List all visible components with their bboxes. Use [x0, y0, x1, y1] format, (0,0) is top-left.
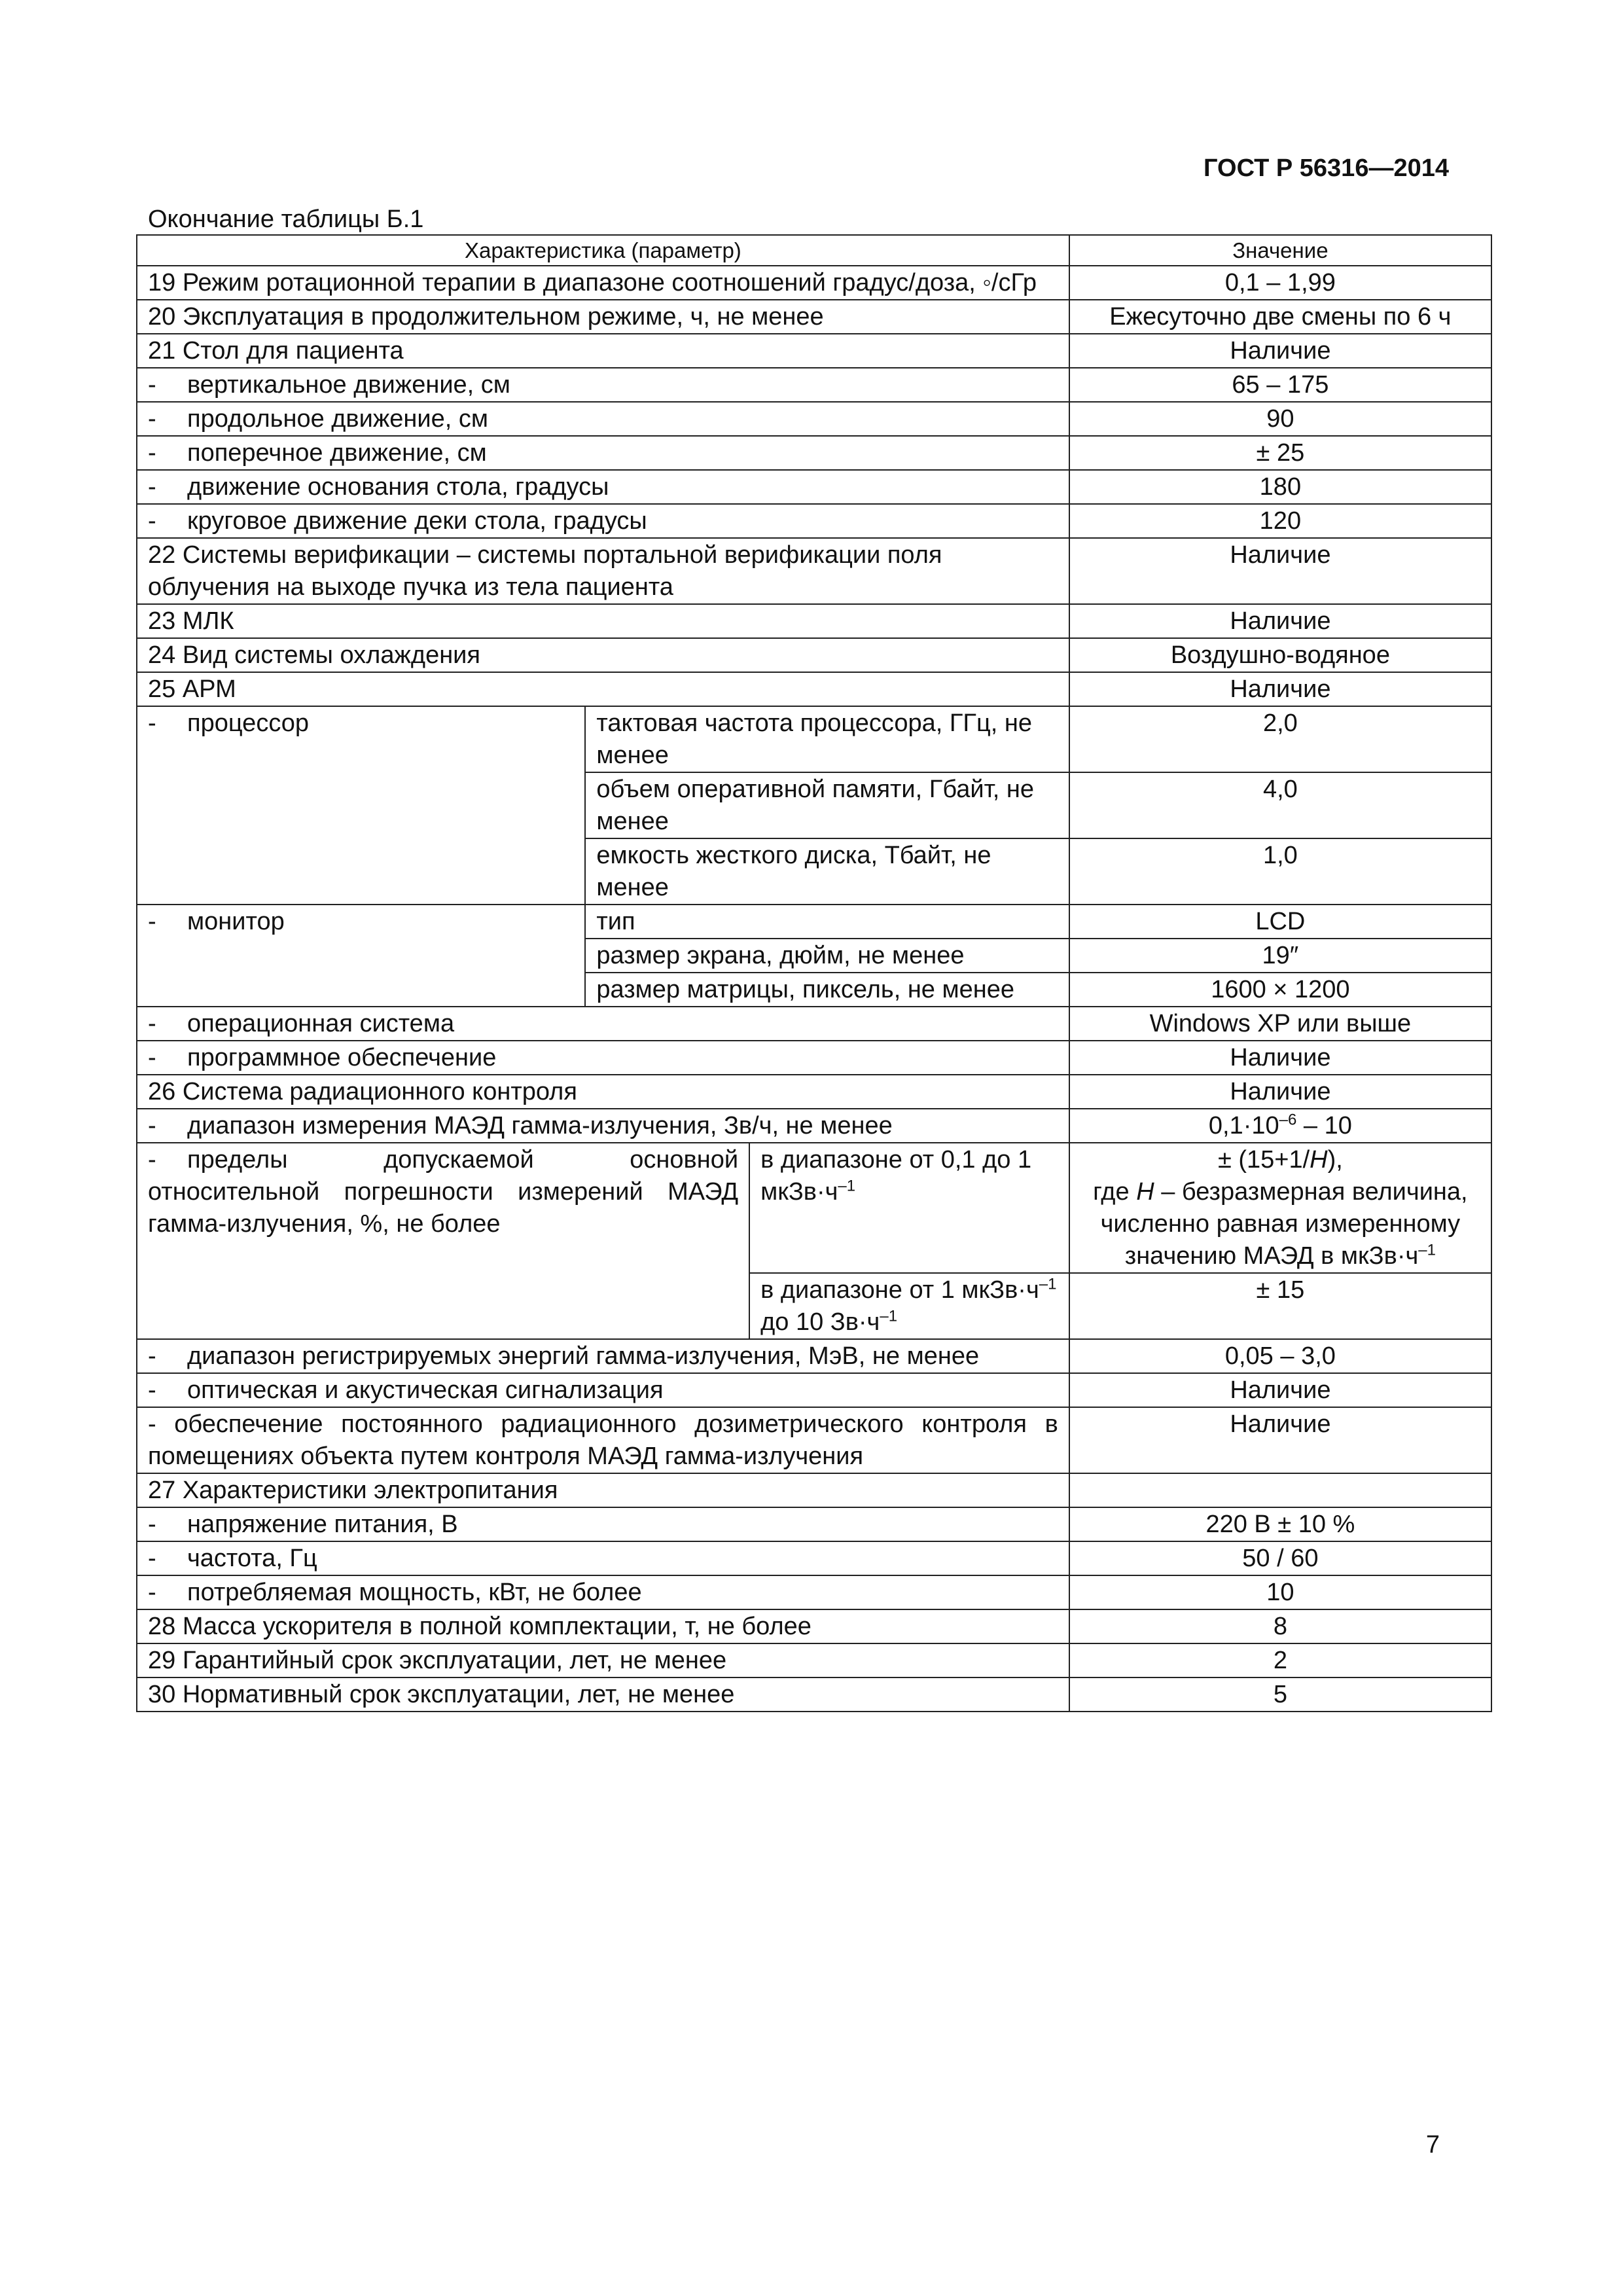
row-value: 120	[1069, 504, 1491, 538]
table-row	[137, 638, 1491, 672]
table-row	[137, 402, 1491, 436]
table-row	[137, 1575, 1491, 1609]
row-value: Наличие	[1069, 334, 1491, 368]
list-dash: -	[148, 439, 156, 467]
row-value: Наличие	[1069, 1407, 1491, 1473]
table-row	[137, 1007, 1491, 1041]
row-label-text: монитор	[187, 908, 285, 935]
row-label: 27 Характеристики электропитания	[137, 1473, 1069, 1507]
table-row	[137, 604, 1491, 638]
list-dash: -	[148, 1044, 156, 1071]
row-label: 21 Стол для пациента	[137, 334, 1069, 368]
row-value: Наличие	[1069, 604, 1491, 638]
row-label: 20 Эксплуатация в продолжительном режиме, ч, не менее	[137, 300, 1069, 334]
row-label	[137, 1109, 1069, 1143]
sub-parameter: емкость жесткого диска, Тбайт, не менее	[585, 838, 1069, 905]
table-row	[137, 672, 1491, 706]
row-value: 220 В ± 10 %	[1069, 1507, 1491, 1541]
row-label	[137, 1007, 1069, 1041]
row-value: Наличие	[1069, 538, 1491, 604]
table-row	[137, 1041, 1491, 1075]
row-label: 26 Система радиационного контроля	[137, 1075, 1069, 1109]
row-value: 10	[1069, 1575, 1491, 1609]
row-label-text: частота, Гц	[187, 1545, 317, 1572]
table-header-row	[137, 235, 1491, 266]
list-dash: -	[148, 507, 156, 535]
row-label-text: пределы допускаемой основной относительной погрешности измерений МАЭД гамма-излучения, %, не более	[148, 1146, 739, 1238]
row-label-text: процессор	[187, 709, 310, 737]
table-row	[137, 706, 1491, 772]
row-label-text: продольное движение, см	[187, 405, 488, 433]
column-header-parameter: Характеристика (параметр)	[137, 235, 1069, 266]
spec-table	[136, 234, 1492, 1712]
group-label-processor	[137, 706, 585, 905]
row-label	[137, 1339, 1069, 1373]
table-row	[137, 1407, 1491, 1473]
list-dash: -	[148, 1511, 156, 1538]
row-label: 28 Масса ускорителя в полной комплектации, т, не более	[137, 1609, 1069, 1643]
row-value: 2,0	[1069, 706, 1491, 772]
row-label-text: диапазон измерения МАЭД гамма-излучения, Зв/ч, не менее	[187, 1112, 893, 1139]
table-row	[137, 1339, 1491, 1373]
document-code: ГОСТ Р 56316—2014	[1204, 154, 1449, 182]
row-value: ± 25	[1069, 436, 1491, 470]
list-dash: -	[148, 908, 156, 935]
row-label	[137, 436, 1069, 470]
row-value: Windows XP или выше	[1069, 1007, 1491, 1041]
row-label-text: программное обеспечение	[187, 1044, 497, 1071]
table-row	[137, 538, 1491, 604]
group-label-monitor	[137, 905, 585, 1007]
table-row	[137, 266, 1491, 300]
list-dash: -	[148, 709, 156, 737]
table-row	[137, 1677, 1491, 1712]
table-row	[137, 1541, 1491, 1575]
row-label: 24 Вид системы охлаждения	[137, 638, 1069, 672]
row-value: Наличие	[1069, 1075, 1491, 1109]
list-dash: -	[148, 1545, 156, 1572]
sub-parameter: в диапазоне от 0,1 до 1 $мкЗв\cdot ч^{-1}$	[749, 1143, 1069, 1273]
table-row	[137, 470, 1491, 504]
row-label: 23 МЛК	[137, 604, 1069, 638]
row-label: 30 Нормативный срок эксплуатации, лет, не менее	[137, 1677, 1069, 1712]
table-row	[137, 368, 1491, 402]
row-label: 19 Режим ротационной терапии в диапазоне соотношений градус/доза, ◦/сГр	[137, 266, 1069, 300]
row-label-text: операционная система	[187, 1010, 455, 1037]
table-row	[137, 1143, 1491, 1273]
table-row	[137, 1075, 1491, 1109]
row-label: 25 АРМ	[137, 672, 1069, 706]
row-value: Наличие	[1069, 1373, 1491, 1407]
row-value: 65 – 175	[1069, 368, 1491, 402]
row-label-text: поперечное движение, см	[187, 439, 487, 467]
row-value: ± 15	[1069, 1273, 1491, 1339]
row-value: 180	[1069, 470, 1491, 504]
list-dash: -	[148, 473, 156, 501]
row-value: 19″	[1069, 939, 1491, 973]
row-value: Воздушно-водяное	[1069, 638, 1491, 672]
row-label	[137, 1507, 1069, 1541]
list-dash: -	[148, 1376, 156, 1404]
row-value: Наличие	[1069, 1041, 1491, 1075]
list-dash: -	[148, 1579, 156, 1606]
group-label-error-limits	[137, 1143, 749, 1339]
list-dash: -	[148, 371, 156, 399]
row-value: 2	[1069, 1643, 1491, 1677]
row-label	[137, 470, 1069, 504]
list-dash: -	[148, 1146, 156, 1174]
row-value: 8	[1069, 1609, 1491, 1643]
list-dash: -	[148, 405, 156, 433]
table-row	[137, 300, 1491, 334]
sub-parameter: размер матрицы, пиксель, не менее	[585, 973, 1069, 1007]
row-value: 0,1 – 1,99	[1069, 266, 1491, 300]
table-row	[137, 436, 1491, 470]
sub-parameter: тактовая частота процессора, ГГц, не менее	[585, 706, 1069, 772]
row-value: 1,0	[1069, 838, 1491, 905]
row-value: $0,1\cdot 10^{-6} - 10$	[1069, 1109, 1491, 1143]
row-label	[137, 504, 1069, 538]
column-header-value: Значение	[1069, 235, 1491, 266]
row-label	[137, 1575, 1069, 1609]
list-dash: -	[148, 1112, 156, 1139]
row-label-text: диапазон регистрируемых энергий гамма-излучения, МэВ, не менее	[187, 1342, 980, 1370]
row-value	[1069, 1473, 1491, 1507]
row-label	[137, 1041, 1069, 1075]
list-dash: -	[148, 1342, 156, 1370]
page-number: 7	[1425, 2131, 1440, 2159]
row-value: ± (15+1/H), где H – безразмерная величина, численно равная измеренному значению МАЭД в $мкЗв\cdot ч^{-1}$	[1069, 1143, 1491, 1273]
row-value: 5	[1069, 1677, 1491, 1712]
row-label	[137, 402, 1069, 436]
row-label-text: обеспечение постоянного радиационного дозиметрического контроля в помещениях объекта путем контроля МАЭД гамма-излучения	[148, 1410, 1058, 1470]
table-row	[137, 1643, 1491, 1677]
table-caption: Окончание таблицы Б.1	[148, 206, 424, 233]
row-value: 90	[1069, 402, 1491, 436]
table-row	[137, 1609, 1491, 1643]
sub-parameter: тип	[585, 905, 1069, 939]
row-value: 0,05 – 3,0	[1069, 1339, 1491, 1373]
row-label: 22 Системы верификации – системы портальной верификации поля облучения на выходе пучка из тела пациента	[137, 538, 1069, 604]
row-label-text: круговое движение деки стола, градусы	[187, 507, 647, 535]
row-label	[137, 1407, 1069, 1473]
sub-parameter: в диапазоне от 1 $мкЗв\cdot ч^{-1}$ до 10 $Зв\cdot ч^{-1}$	[749, 1273, 1069, 1339]
sub-parameter: объем оперативной памяти, Гбайт, не менее	[585, 772, 1069, 838]
row-label-text: вертикальное движение, см	[187, 371, 510, 399]
table-row	[137, 504, 1491, 538]
table-row	[137, 1473, 1491, 1507]
table-row	[137, 1109, 1491, 1143]
sub-parameter: размер экрана, дюйм, не менее	[585, 939, 1069, 973]
table-row	[137, 905, 1491, 939]
row-value: 4,0	[1069, 772, 1491, 838]
row-label	[137, 1541, 1069, 1575]
table-row	[137, 334, 1491, 368]
row-label: 29 Гарантийный срок эксплуатации, лет, не менее	[137, 1643, 1069, 1677]
list-dash: -	[148, 1410, 156, 1438]
row-label-text: оптическая и акустическая сигнализация	[187, 1376, 664, 1404]
table-row	[137, 1507, 1491, 1541]
row-label-text: движение основания стола, градусы	[187, 473, 609, 501]
row-label	[137, 1373, 1069, 1407]
row-value: Ежесуточно две смены по 6 ч	[1069, 300, 1491, 334]
row-label-text: напряжение питания, В	[187, 1511, 458, 1538]
row-value: 1600 × 1200	[1069, 973, 1491, 1007]
list-dash: -	[148, 1010, 156, 1037]
table-row	[137, 1373, 1491, 1407]
row-label	[137, 368, 1069, 402]
row-value: 50 / 60	[1069, 1541, 1491, 1575]
row-value: LCD	[1069, 905, 1491, 939]
row-label-text: потребляемая мощность, кВт, не более	[187, 1579, 642, 1606]
row-value: Наличие	[1069, 672, 1491, 706]
